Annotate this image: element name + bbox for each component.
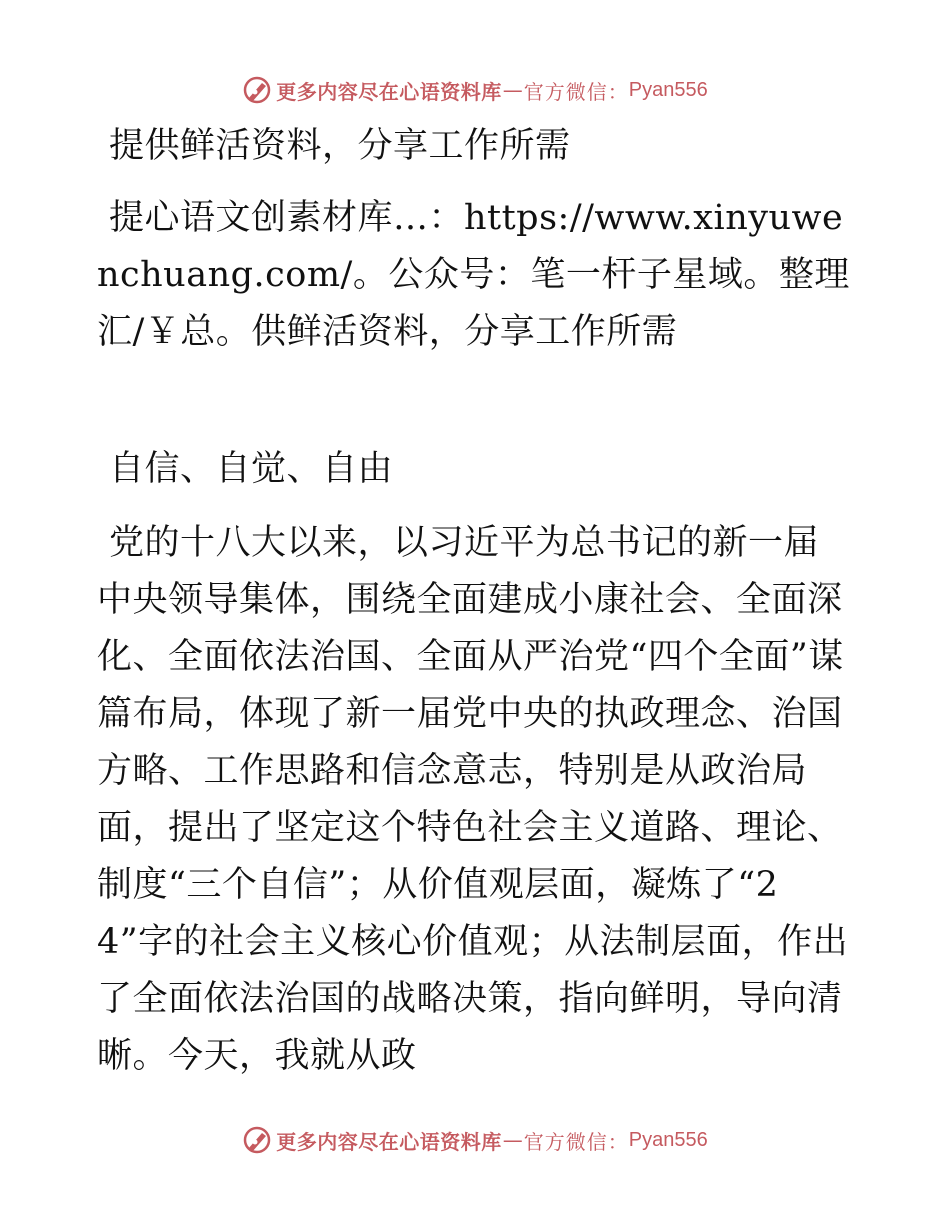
pen-logo-icon — [242, 75, 272, 105]
banner-dash: — — [502, 1128, 523, 1152]
source-paragraph-text: 提心语文创素材库…：https://www.xinyuwenchuang.com/。公众号：笔一杆子星域。整理汇/￥总。供鲜活资料，分享工作所需 — [97, 198, 850, 352]
banner-dash: — — [502, 78, 523, 102]
body-paragraph-text: 党的十八大以来，以习近平为总书记的新一届中央领导集体，围绕全面建成小康社会、全面深化、全面依法治国、全面从严治党“四个全面”谋篇布局，体现了新一届党中央的执政理念、治国方略、工作思路和信念意志，特别是从政治局面，提出了坚定这个特色社会主义道路、理论、制度“三个自信”；从价值观层面，凝炼了“24”字的社会主义核心价值观；从法制层面，作出了全面依法治国的战略决策，指向鲜明，导向清晰。今天，我就从政 — [97, 523, 849, 1076]
banner-wechat-label: 官方微信： — [523, 79, 629, 104]
banner-main-text: 更多内容尽在心语资料库 — [276, 79, 502, 104]
pen-logo-icon — [242, 1125, 272, 1155]
footer-banner — [0, 1120, 950, 1160]
banner-wechat-label: 官方微信： — [523, 1129, 629, 1154]
banner-wechat-id: Pyan556 — [628, 78, 708, 101]
intro-line: 提供鲜活资料，分享工作所需 — [109, 126, 571, 166]
banner-main-text: 更多内容尽在心语资料库 — [276, 1129, 502, 1154]
body-paragraph — [97, 515, 853, 1085]
section-heading: 自信、自觉、自由 — [109, 449, 394, 489]
source-paragraph — [97, 190, 853, 361]
header-banner — [0, 70, 950, 110]
banner-wechat-id: Pyan556 — [628, 1128, 708, 1151]
